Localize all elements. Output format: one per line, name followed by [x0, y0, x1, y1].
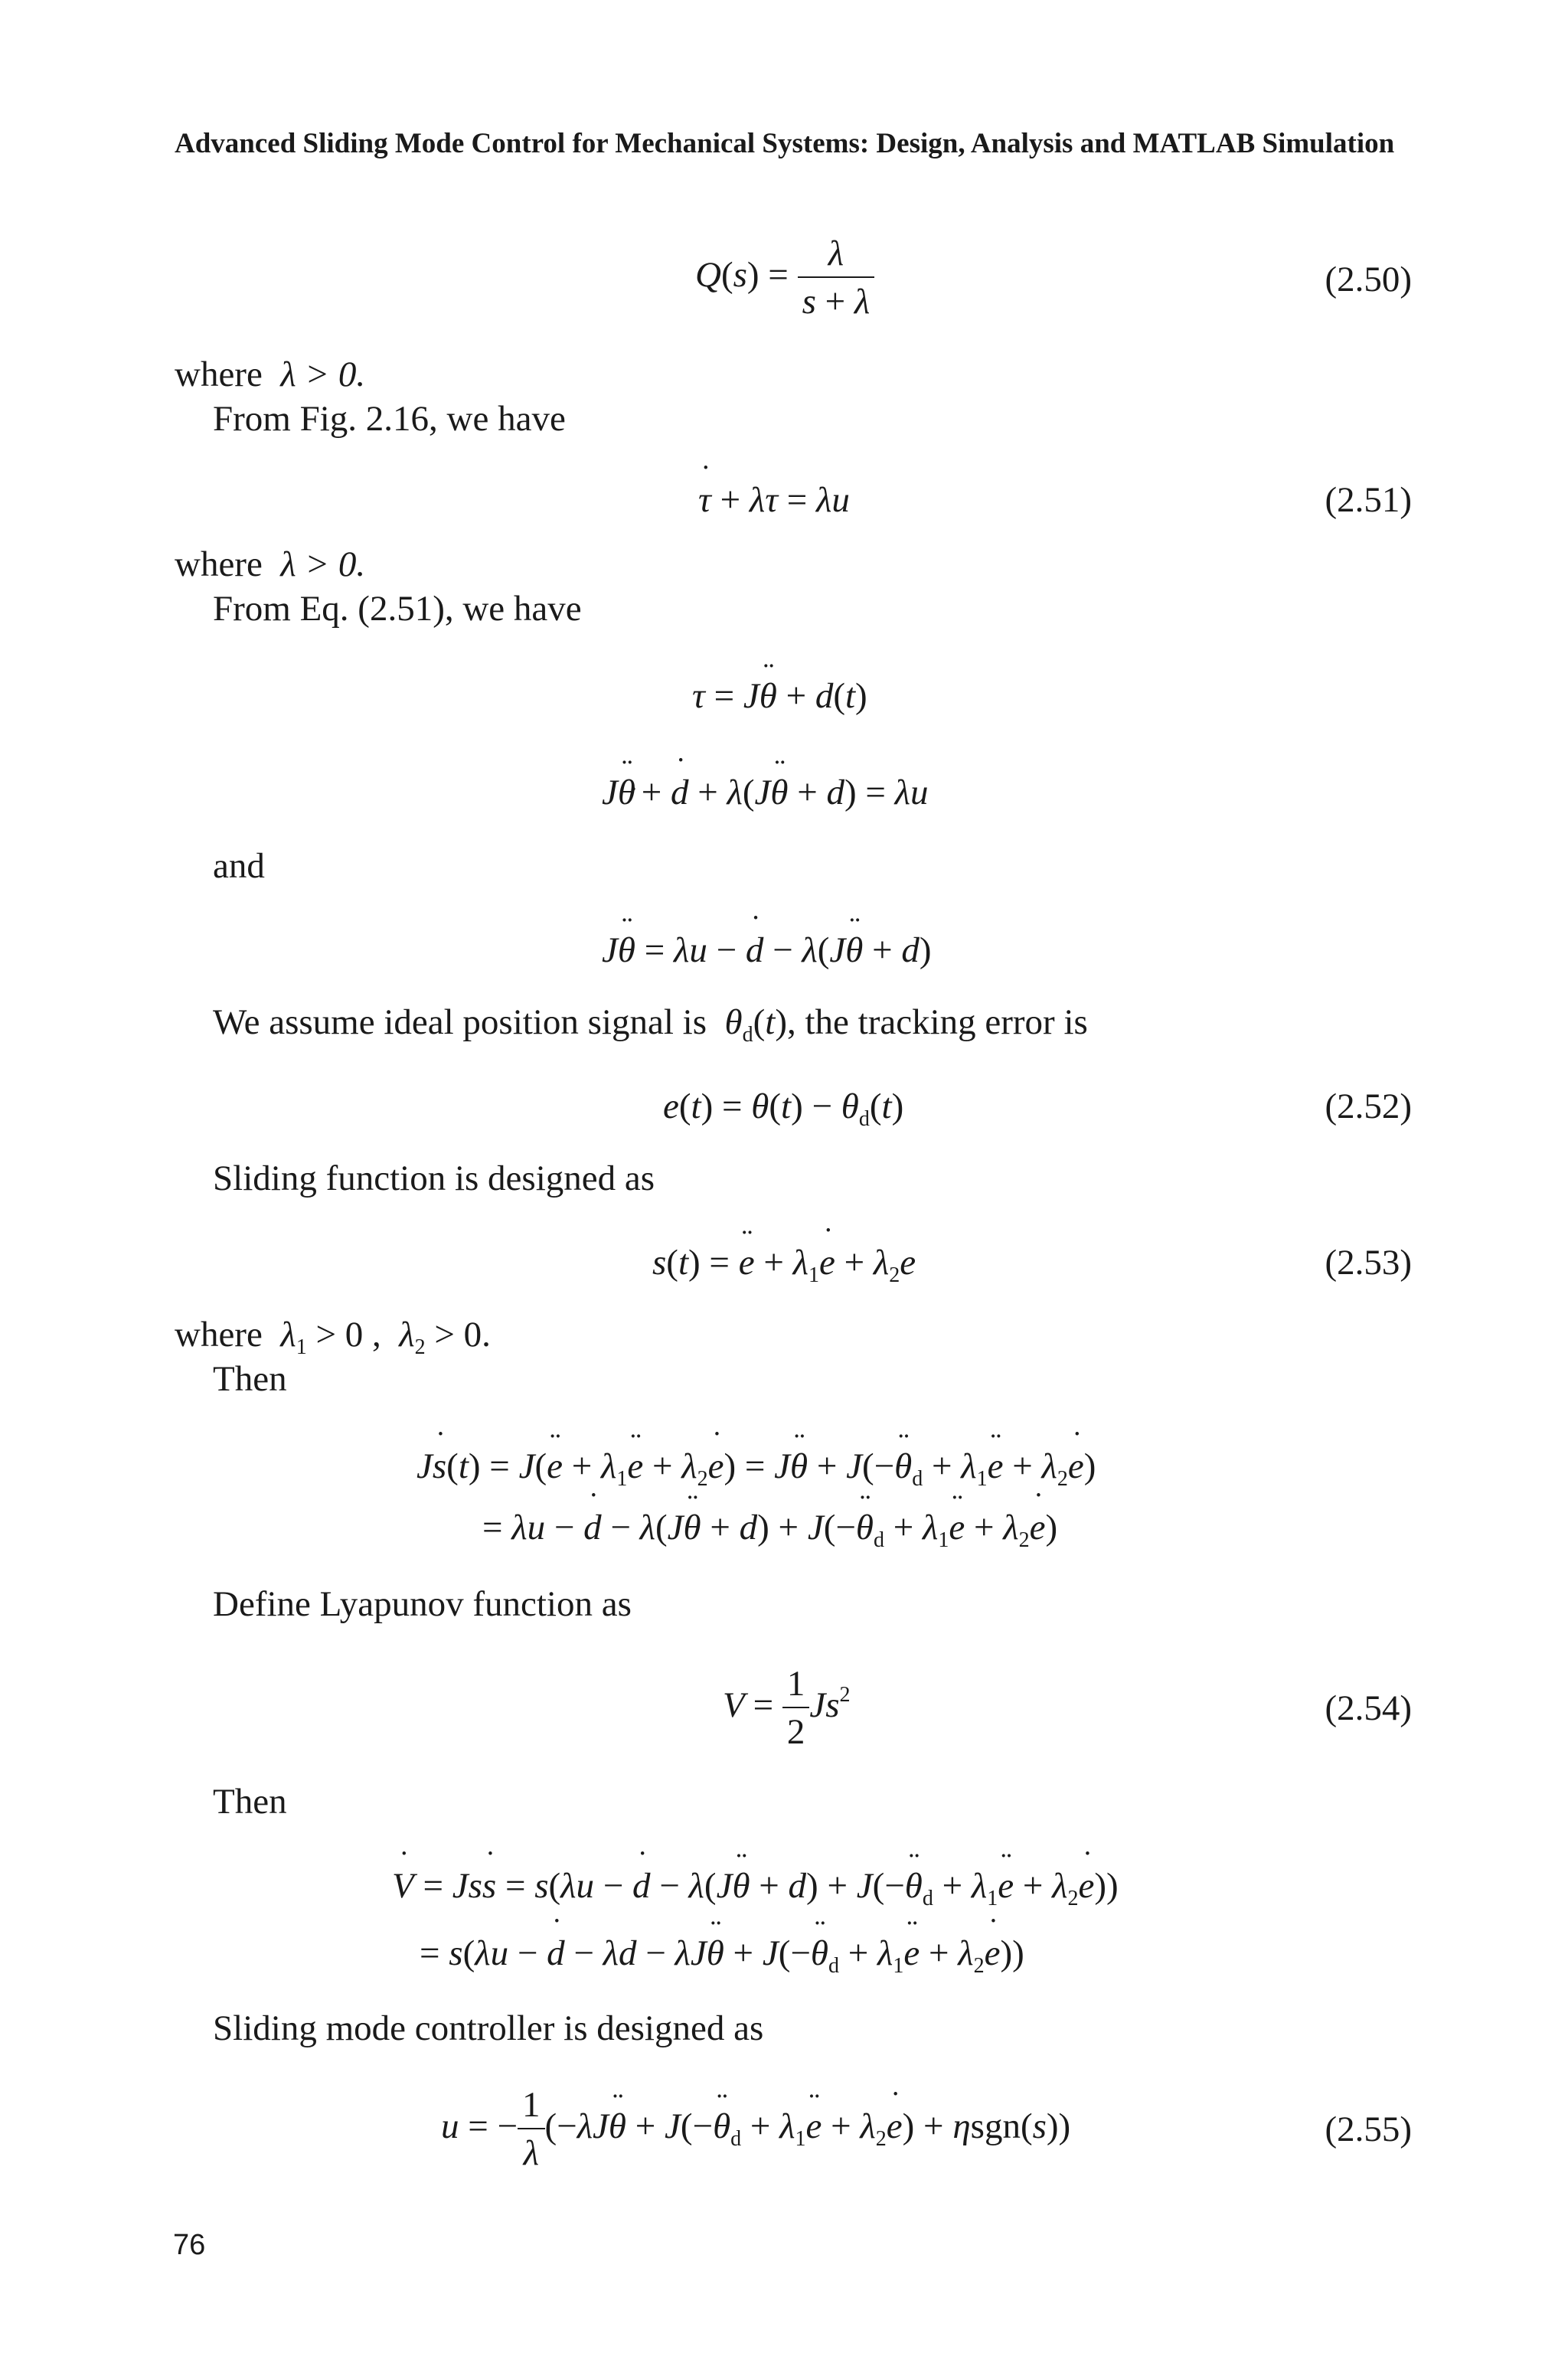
- equation-number-2-51: (2.51): [1325, 480, 1412, 520]
- equation-v-dot-2: = s(λu − ˙ d − λd − λJ¨ θ + J(−¨ $\theta_d$ + $\lambda_1¨$ $e + \lambda_2˙$ e)): [420, 1936, 1024, 1977]
- equation-tau: τ = J¨ θ + d(t): [692, 678, 867, 714]
- text-controller: Sliding mode controller is designed as: [213, 2008, 764, 2048]
- equation-number-2-54: (2.54): [1325, 1688, 1412, 1728]
- equation-2-51: ˙ τ + λτ = λu: [698, 482, 850, 518]
- text-where-2: where λ > 0.: [175, 544, 366, 584]
- text-and: and: [213, 846, 265, 886]
- text-then-1: Then: [213, 1359, 287, 1399]
- equation-2-54: V = $\frac{1}{2}$ Js$^2$: [723, 1664, 851, 1752]
- text-from-fig: From Fig. 2.16, we have: [213, 399, 566, 439]
- equation-s-dot-2: = λu − ˙ d − λ(J¨ θ + d) + J(−¨ $\theta_d$ + $\lambda_1¨$ $e + \lambda_2˙$ e): [482, 1510, 1057, 1551]
- equation-v-dot-1: ˙ V = Js˙ s = s(λu − ˙ d − λ(J¨ θ + d) + J(−¨ $\theta_d$ + $\lambda_1¨$ $e + \lambda_2˙$ e)): [392, 1868, 1119, 1910]
- text-where-l12: where $\lambda_1 > 0$ , $\lambda_2 > 0$.: [175, 1315, 491, 1359]
- text-then-2: Then: [213, 1782, 287, 1822]
- running-header: Advanced Sliding Mode Control for Mechanical Systems: Design, Analysis and MATLAB Simulation: [175, 128, 1395, 159]
- equation-number-2-53: (2.53): [1325, 1243, 1412, 1283]
- equation-number-2-52: (2.52): [1325, 1087, 1412, 1126]
- equation-number-2-55: (2.55): [1325, 2109, 1412, 2149]
- text-sliding-func: Sliding function is designed as: [213, 1158, 655, 1198]
- equation-combined: J¨ θ + ˙ d + λ(J¨ θ + d) = λu: [602, 775, 929, 811]
- equation-number-2-50: (2.50): [1325, 260, 1412, 299]
- equation-2-50: Q(s) = $\frac{\lambda}{s + \lambda}$: [695, 236, 874, 320]
- equation-s-dot-1: J˙ s(t) = J(¨ $e + \lambda_1¨$ $e + \lambda_2˙$ e) = J¨ θ + J(−¨ $\theta_d$ + $\lambda_1¨$ $e + \lambda_2˙$ e): [416, 1449, 1096, 1490]
- equation-2-53: s(t) = ¨ $e + \lambda_1˙$ $e + \lambda_2e$: [652, 1245, 916, 1286]
- text-from-eq: From Eq. (2.51), we have: [213, 589, 582, 629]
- text-where-1: where λ > 0.: [175, 355, 366, 394]
- text-assume: We assume ideal position signal is $\theta_d(t)$, the tracking error is: [213, 1002, 1088, 1047]
- equation-dynamics: J¨ θ = λu − ˙ d − λ(J¨ θ + d): [602, 933, 932, 969]
- page-number: 76: [173, 2229, 206, 2261]
- equation-2-55: u = − $\frac{1}{\lambda}$ (−λJ¨ θ + J(−¨ $\theta_d$ + $\lambda_1¨$ $e + \lambda_2˙$ e) + ηsgn(s)): [441, 2087, 1070, 2171]
- equation-2-52: $e(t) = \theta(t) - \theta_d(t)$: [663, 1087, 904, 1131]
- text-define-lyap: Define Lyapunov function as: [213, 1584, 632, 1624]
